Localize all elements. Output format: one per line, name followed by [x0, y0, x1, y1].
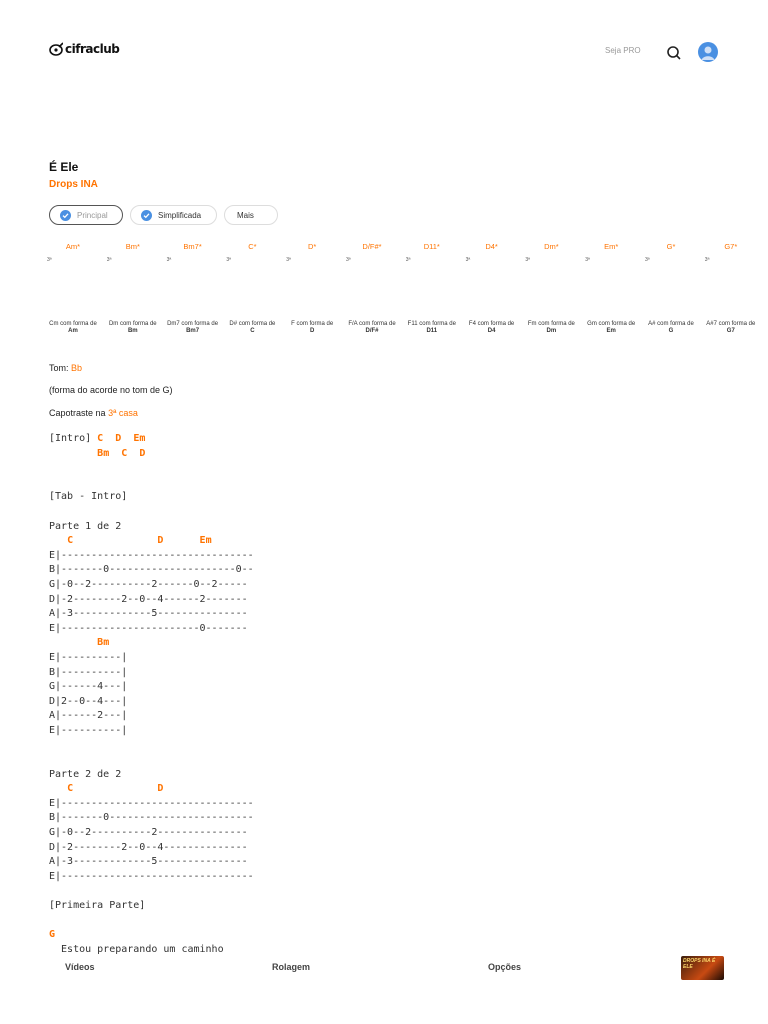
cifra-line [49, 812, 254, 823]
chord-description [282, 321, 342, 335]
chord-fret-label: 3ª [704, 257, 710, 263]
chord-name: D11* [423, 242, 440, 251]
cifra-text: [Primeira Parte] [49, 900, 146, 911]
cifra-text: B|-------0------------------------ [49, 812, 254, 824]
cifra-text: B|----------| [49, 666, 128, 678]
cifra-line [49, 667, 127, 678]
chord-symbol[interactable]: D [115, 433, 122, 444]
cifra-line [49, 652, 127, 663]
cifra-text [103, 433, 115, 444]
chord-description [521, 321, 581, 335]
chord-symbol[interactable]: Em [133, 433, 146, 444]
chord-description [641, 321, 701, 335]
chord-symbol[interactable]: D [157, 783, 164, 795]
chord-description [103, 321, 163, 335]
cifra-text: Estou preparando um caminho [49, 943, 224, 955]
tom-label: Tom: [49, 363, 69, 373]
cifra-text: [Intro] [49, 433, 98, 444]
tab-label: Principal [77, 210, 108, 220]
cifra-line [49, 564, 254, 575]
chord-name: Dm* [544, 242, 559, 251]
cifra-text: Parte 1 de 2 [49, 520, 122, 532]
cifra-line [49, 550, 254, 561]
chord-name: Am* [65, 242, 81, 251]
cifra-line [49, 623, 248, 634]
chord-symbol[interactable]: C [121, 447, 128, 459]
chord-desc-shape: C [250, 328, 255, 334]
chord-symbol[interactable]: Bm [97, 637, 110, 649]
cifra-line [49, 725, 127, 736]
cifra-line [49, 433, 145, 444]
chord-desc-shape: G7 [726, 328, 735, 334]
cifra-line [49, 491, 127, 502]
cifra-line [49, 535, 212, 546]
chord-name: D/F#* [362, 242, 382, 251]
cifra-text [73, 783, 157, 794]
chord-name: D4* [485, 242, 498, 251]
cifra-line [49, 842, 248, 853]
chord-desc-shape: D11 [426, 328, 438, 334]
cifra-text: A|-3-------------5--------------- [49, 856, 248, 868]
chord-desc-shape: G [668, 328, 674, 334]
chord-description [222, 321, 282, 335]
cifra-text [49, 535, 67, 546]
chord-name: D* [308, 242, 317, 251]
logo-text: cifraclub [65, 42, 120, 56]
chord-symbol[interactable]: D [139, 447, 146, 459]
chord-desc-shape: Bm7 [186, 328, 200, 334]
cifra-line [49, 871, 254, 882]
chord-name: C* [248, 242, 257, 251]
cifra-line [49, 710, 127, 721]
cifra-line [49, 900, 145, 911]
cifra-text: D|2--0--4---| [49, 695, 128, 707]
guitar-logo-icon [49, 42, 63, 56]
site-header [0, 0, 768, 100]
cifra-line [49, 594, 248, 605]
tab-simplificada[interactable] [130, 205, 217, 225]
cifra-text: E|----------| [49, 724, 128, 736]
chord-fret-label: 3ª [286, 257, 291, 263]
chord-description [462, 321, 522, 335]
tab-mais[interactable] [224, 205, 278, 225]
thumbnail-text: DROPS INA É ELE [683, 958, 716, 970]
check-icon [60, 210, 71, 221]
chord-desc-prefix: Gm com forma de [587, 321, 636, 327]
chord-fret-label: 3ª [47, 257, 52, 263]
chord-desc-shape: D4 [487, 328, 496, 334]
chord-description [402, 321, 462, 335]
cifra-text: [Tab - Intro] [49, 491, 128, 503]
cifra-line [49, 944, 224, 955]
cifra-line [49, 681, 127, 692]
chord-description [701, 321, 761, 335]
chord-symbol[interactable]: G [49, 929, 56, 941]
cifra-line [49, 798, 254, 809]
cifra-line [49, 608, 248, 619]
chord-desc-shape: D [310, 328, 315, 334]
chord-description [581, 321, 641, 335]
chord-name: G* [666, 242, 676, 251]
cifra-line [49, 856, 248, 867]
cifra-content [49, 432, 254, 957]
cifra-text [49, 637, 97, 648]
chord-fret-label: 3ª [585, 257, 590, 263]
cifra-text [73, 535, 157, 546]
cifra-text: E|-------------------------------- [49, 870, 254, 882]
version-tabs [49, 205, 278, 225]
rolagem-button[interactable]: Rolagem [272, 962, 311, 972]
chord-diagrams [0, 242, 768, 342]
video-thumbnail[interactable] [681, 956, 724, 980]
chord-desc-prefix: F com forma de [291, 321, 334, 327]
cifra-text: D|-2--------2--0--4------2------- [49, 593, 248, 605]
chord-desc-prefix: F/A com forma de [348, 321, 396, 327]
cifra-line [49, 637, 109, 648]
cifra-text: G|-0--2----------2------0--2----- [49, 578, 248, 590]
cifra-line [49, 448, 145, 459]
cifra-text [49, 448, 97, 459]
tab-principal[interactable] [49, 205, 123, 225]
forma-note: (forma do acorde no tom de G) [49, 385, 173, 395]
tab-label: Mais [237, 210, 254, 220]
chord-symbol[interactable]: D [157, 535, 164, 547]
opcoes-button[interactable]: Opções [488, 962, 522, 972]
chord-description [163, 321, 223, 335]
cifra-text [127, 448, 139, 459]
cifra-text: E|-------------------------------- [49, 549, 254, 561]
chord-fret-label: 3ª [405, 257, 411, 263]
chord-symbol[interactable]: C [97, 433, 104, 444]
chord-desc-shape: D/F# [365, 328, 379, 334]
chord-symbol[interactable]: Bm [97, 447, 110, 459]
tom-value[interactable]: Bb [71, 363, 83, 373]
chord-desc-prefix: F4 com forma de [468, 321, 515, 327]
chord-desc-prefix: Cm com forma de [49, 321, 97, 327]
cifra-text: G|-0--2----------2--------------- [49, 827, 248, 839]
bottom-toolbar [0, 956, 768, 980]
cifra-text: G|------4---| [49, 681, 128, 693]
chord-fret-label: 3ª [525, 257, 531, 263]
cifra-text [109, 448, 121, 459]
tab-label: Simplificada [158, 210, 202, 220]
cifra-text [49, 783, 67, 794]
capo-value[interactable]: 3ª casa [108, 408, 138, 418]
cifra-text: E|----------| [49, 651, 128, 663]
tom-line [49, 363, 82, 373]
cifra-text: A|-3-------------5--------------- [49, 608, 248, 620]
artist-link[interactable]: Drops INA [49, 179, 98, 190]
chord-desc-shape: Am [68, 328, 78, 334]
chord-description [342, 321, 402, 335]
chord-desc-prefix: A# com forma de [648, 321, 694, 327]
chord-name: G7* [724, 242, 738, 251]
cifra-text: B|-------0---------------------0-- [49, 564, 254, 576]
capo-line [49, 408, 138, 418]
chord-fret-label: 3ª [645, 257, 650, 263]
videos-button[interactable]: Vídeos [65, 962, 95, 972]
chord-fret-label: 3ª [166, 257, 172, 263]
chord-desc-shape: Dm [546, 328, 557, 334]
cifra-text: Parte 2 de 2 [49, 768, 122, 780]
cifra-line [49, 929, 55, 940]
chord-symbol[interactable]: C [67, 783, 74, 795]
cifra-line [49, 827, 248, 838]
chord-desc-shape: Bm [127, 328, 138, 334]
cifraclub-logo[interactable] [49, 42, 119, 56]
chord-desc-prefix: Dm7 com forma de [167, 321, 219, 327]
check-icon [141, 210, 152, 221]
cifra-text [163, 535, 199, 546]
chord-desc-prefix: A#7 com forma de [706, 321, 756, 327]
chord-desc-prefix: Fm com forma de [527, 321, 575, 327]
cifra-line [49, 769, 121, 780]
chord-name: Em* [604, 242, 619, 251]
chord-fret-label: 3ª [465, 257, 471, 263]
chord-fret-label: 3ª [346, 257, 351, 263]
chord-desc-prefix: Dm com forma de [108, 321, 157, 327]
cifra-text [121, 433, 133, 444]
chord-name: Bm7* [183, 242, 202, 251]
chord-name: Bm* [125, 242, 140, 251]
chord-desc-shape: Em [606, 328, 616, 334]
chord-fret-label: 3ª [106, 257, 112, 263]
seja-pro-link[interactable]: Seja PRO [605, 46, 641, 55]
user-avatar-icon[interactable] [698, 42, 718, 62]
chord-symbol[interactable]: C [67, 535, 74, 547]
cifra-line [49, 696, 127, 707]
chord-description [43, 321, 103, 335]
chord-symbol[interactable]: Em [199, 535, 212, 547]
cifra-line [49, 783, 163, 794]
song-title: É Ele [49, 160, 79, 174]
cifra-text: A|------2---| [49, 710, 128, 722]
chord-desc-prefix: D# com forma de [229, 321, 276, 327]
cifra-text: E|-------------------------------- [49, 797, 254, 809]
cifra-line [49, 521, 121, 532]
cifra-text: E|-----------------------0------- [49, 622, 248, 634]
cifra-line [49, 579, 248, 590]
capo-label: Capotraste na [49, 408, 106, 418]
chord-desc-prefix: F11 com forma de [407, 321, 456, 327]
chord-fret-label: 3ª [226, 257, 232, 263]
search-icon[interactable] [666, 45, 682, 61]
cifra-text: D|-2--------2--0--4-------------- [49, 841, 248, 853]
